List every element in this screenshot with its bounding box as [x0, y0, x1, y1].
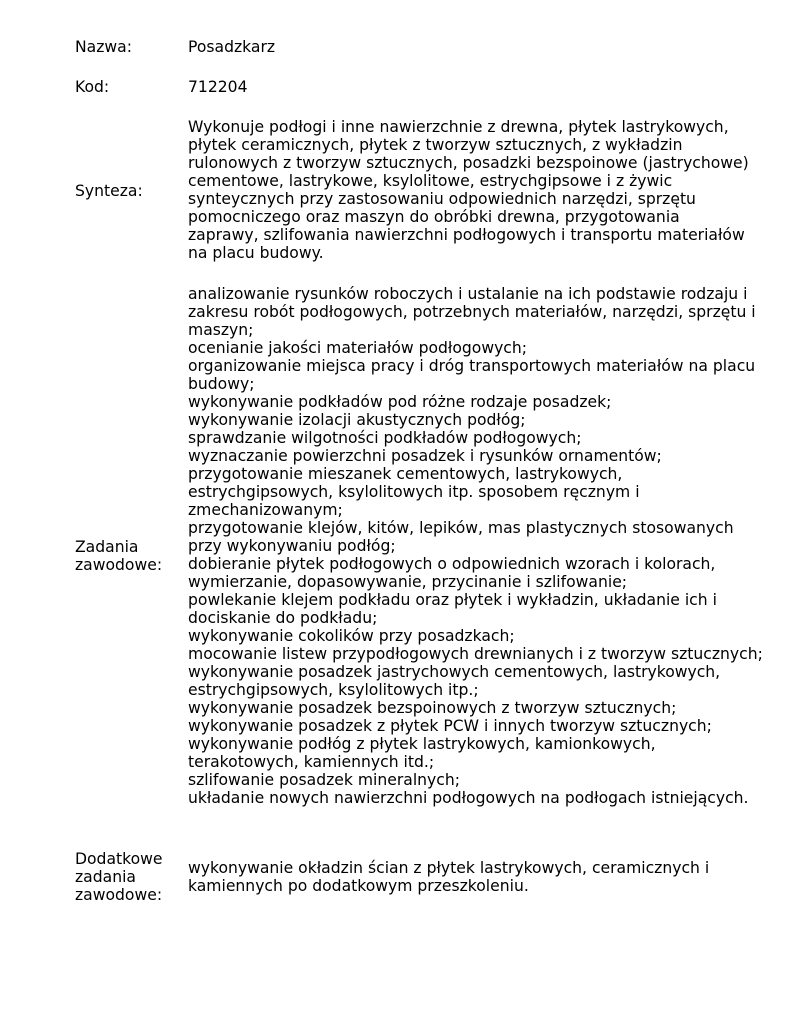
zadania-label: Zadania zawodowe: — [75, 538, 163, 574]
task-item: mocowanie listew przypodłogowych drewnianych i z tworzyw sztucznych; — [188, 645, 763, 663]
task-item: wyznaczanie powierzchni posadzek i rysunków ornamentów; — [188, 447, 662, 465]
task-item: przygotowanie mieszanek cementowych, lastrykowych, estrychgipsowych, ksylolitowych itp. sposobem ręcznym i zmechanizowanym; — [188, 465, 640, 519]
task-item: wykonywanie cokolików przy posadzkach; — [188, 627, 515, 645]
task-item: wykonywanie posadzek jastrychowych cementowych, lastrykowych, estrychgipsowych, ksylolitowych itp.; — [188, 663, 721, 699]
task-item: powlekanie klejem podkładu oraz płytek i wykładzin, układanie ich i dociskanie do podkładu; — [188, 591, 717, 627]
dodatkowe-value: wykonywanie okładzin ścian z płytek lastrykowych, ceramicznych i kamiennych po dodatkowym przeszkoleniu. — [188, 859, 710, 895]
task-item: przygotowanie klejów, kitów, lepików, mas plastycznych stosowanych przy wykonywaniu podłóg; — [188, 519, 734, 555]
task-item: organizowanie miejsca pracy i dróg transportowych materiałów na placu budowy; — [188, 357, 756, 393]
kod-label: Kod: — [75, 78, 110, 96]
task-item: wykonywanie posadzek z płytek PCW i innych tworzyw sztucznych; — [188, 717, 712, 735]
task-item: układanie nowych nawierzchni podłogowych na podłogach istniejących. — [188, 789, 749, 807]
task-item: ocenianie jakości materiałów podłogowych; — [188, 339, 528, 357]
dodatkowe-label: Dodatkowe zadania zawodowe: — [75, 850, 163, 904]
task-item: wykonywanie posadzek bezspoinowych z tworzyw sztucznych; — [188, 699, 677, 717]
task-item: wykonywanie izolacji akustycznych podłóg; — [188, 411, 526, 429]
task-item: wykonywanie podkładów pod różne rodzaje posadzek; — [188, 393, 612, 411]
task-item: analizowanie rysunków roboczych i ustalanie na ich podstawie rodzaju i zakresu robót podłogowych, potrzebnych materiałów, narzędzi, sprzętu i maszyn; — [188, 285, 756, 339]
synteza-value: Wykonuje podłogi i inne nawierzchnie z drewna, płytek lastrykowych, płytek ceramicznych, płytek z tworzyw sztucznych, z wykładzin rulonowych z tworzyw sztucznych, posadzki bezspoinowe (jastrychowe) cementowe, lastrykowe, ksylolitowe, estrychgipsowe i z żywic synteycznych przy zastosowaniu odpowiednich narzędzi, sprzętu pomocniczego oraz maszyn do obróbki drewna, przygotowania zaprawy, szlifowania nawierzchni podłogowych i transportu materiałów na placu budowy. — [188, 118, 749, 262]
task-item: wykonywanie podłóg z płytek lastrykowych, kamionkowych, terakotowych, kamiennych itd.; — [188, 735, 656, 771]
synteza-label: Synteza: — [75, 182, 143, 200]
kod-value: 712204 — [188, 78, 248, 96]
task-item: sprawdzanie wilgotności podkładów podłogowych; — [188, 429, 582, 447]
task-item: dobieranie płytek podłogowych o odpowiednich wzorach i kolorach, wymierzanie, dopasowywanie, przycinanie i szlifowanie; — [188, 555, 716, 591]
nazwa-label: Nazwa: — [75, 38, 132, 56]
zadania-list — [188, 285, 763, 807]
nazwa-value: Posadzkarz — [188, 38, 276, 56]
task-item: szlifowanie posadzek mineralnych; — [188, 771, 460, 789]
